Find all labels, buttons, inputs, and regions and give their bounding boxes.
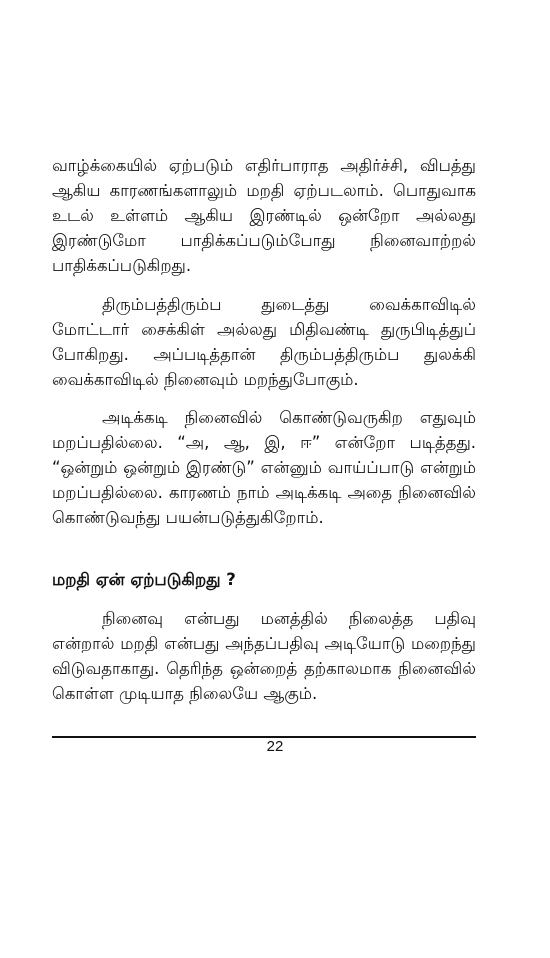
paragraph-2 — [52, 292, 476, 392]
paragraph-4 — [52, 606, 476, 706]
paragraph-3 — [52, 405, 476, 530]
paragraph-1 — [52, 153, 476, 278]
paragraph-3-text: அடிக்கடி நினைவில் கொண்டுவருகிற எதுவும் மறப்பதில்லை. “அ, ஆ, இ, ஈ” என்றோ படித்தது. “ஒன்றும் ஒன்றும் இரண்டு” என்னும் வாய்ப்பாடு என்றும் மறப்பதில்லை. காரணம் நாம் அடிக்கடி அதை நினைவில் கொண்டுவந்து பயன்படுத்துகிறோம். — [52, 408, 476, 527]
paragraph-2-text: திரும்பத்திரும்ப துடைத்து வைக்காவிடில் மோட்டார் சைக்கிள் அல்லது மிதிவண்டி துருபிடித்துப் போகிறது. அப்படித்தான் திரும்பத்திரும்ப துலக்கி வைக்காவிடில் நினைவும் மறந்துபோகும். — [52, 295, 476, 389]
paragraph-1-text: வாழ்க்கையில் ஏற்படும் எதிர்பாராத அதிர்ச்சி, விபத்து ஆகிய காரணங்களாலும் மறதி ஏற்படலாம். பொதுவாக உடல் உள்ளம் ஆகிய இரண்டில் ஒன்றோ அல்லது இரண்டுமோ பாதிக்கப்படும்போது நினைவாற்றல் பாதிக்கப்படுகிறது. — [52, 156, 476, 275]
paragraph-4-text: நினைவு என்பது மனத்தில் நிலைத்த பதிவு என்றால் மறதி என்பது அந்தப்பதிவு அடியோடு மறைந்து விடுவதாகாது. தெரிந்த ஒன்றைத் தற்காலமாக நினைவில் கொள்ள முடியாத நிலையே ஆகும். — [52, 609, 476, 703]
page-number: 22 — [266, 738, 284, 755]
section-heading: மறதி ஏன் ஏற்படுகிறது ? — [52, 570, 236, 589]
